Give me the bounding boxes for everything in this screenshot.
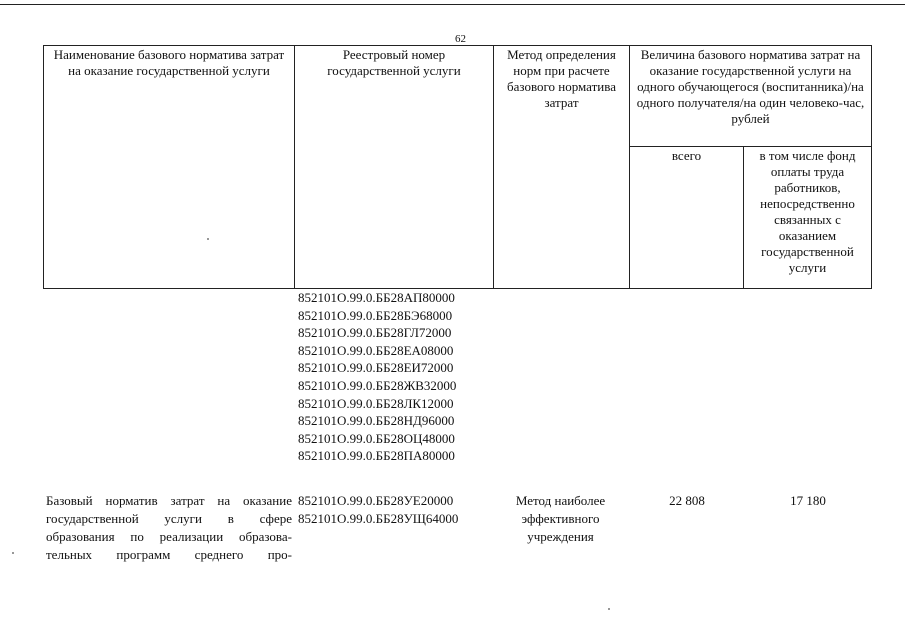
row-name-line: образования по реализации образова- <box>46 529 292 544</box>
registry-code: 852101О.99.0.ББ28ЕИ72000 <box>298 360 454 376</box>
row-method: Метод наиболее эффективного учреждения <box>515 493 606 544</box>
row-name-line: государственной услуги в сфере <box>46 511 292 526</box>
page-number: 62 <box>455 33 466 45</box>
registry-code: 852101О.99.0.ББ28УЩ64000 <box>298 510 459 526</box>
header-col-value: Величина базового норматива затрат на оказание государственной услуги на одного обучающегося (воспитанника)/на одного получателя/на один человеко-час, рублей <box>630 46 872 147</box>
row-name <box>46 492 292 564</box>
registry-code: 852101О.99.0.ББ28ЖВ32000 <box>298 377 457 393</box>
continued-codes-list <box>298 289 456 465</box>
row-codes <box>298 492 458 527</box>
top-border-line <box>0 4 905 5</box>
registry-code: 852101О.99.0.ББ28АП80000 <box>298 290 455 305</box>
registry-code: 852101О.99.0.ББ28НД96000 <box>298 413 455 429</box>
registry-code: 852101О.99.0.ББ28ГЛ72000 <box>298 325 452 341</box>
registry-code: 852101О.99.0.ББ28ПА80000 <box>298 448 455 464</box>
registry-code: 852101О.99.0.ББ28УЕ20000 <box>298 493 454 508</box>
scan-speck <box>12 552 14 554</box>
registry-code: 852101О.99.0.ББ28ЕА08000 <box>298 342 454 358</box>
scan-speck <box>207 238 209 240</box>
registry-code: 852101О.99.0.ББ28БЭ68000 <box>298 307 453 323</box>
row-name-line: Базовый норматив затрат на оказание <box>46 493 292 508</box>
header-col-registry: Реестровый номер государственной услуги <box>295 46 494 289</box>
header-col-fot: в том числе фонд оплаты труда работников, непосредственно связанных с оказанием государственной услуги <box>744 147 872 289</box>
scan-speck <box>608 608 610 610</box>
header-col-name: Наименование базового норматива затрат на оказание государственной услуги <box>44 46 295 289</box>
header-col-total: всего <box>630 147 744 289</box>
registry-code: 852101О.99.0.ББ28ЛК12000 <box>298 395 454 411</box>
header-table <box>43 45 872 289</box>
registry-code: 852101О.99.0.ББ28ОЦ48000 <box>298 430 455 446</box>
row-total: 22 808 <box>669 493 705 508</box>
header-col-method: Метод определения норм при расчете базового норматива затрат <box>494 46 630 289</box>
row-fot: 17 180 <box>790 493 826 508</box>
row-name-line: тельных программ среднего про- <box>46 547 292 562</box>
